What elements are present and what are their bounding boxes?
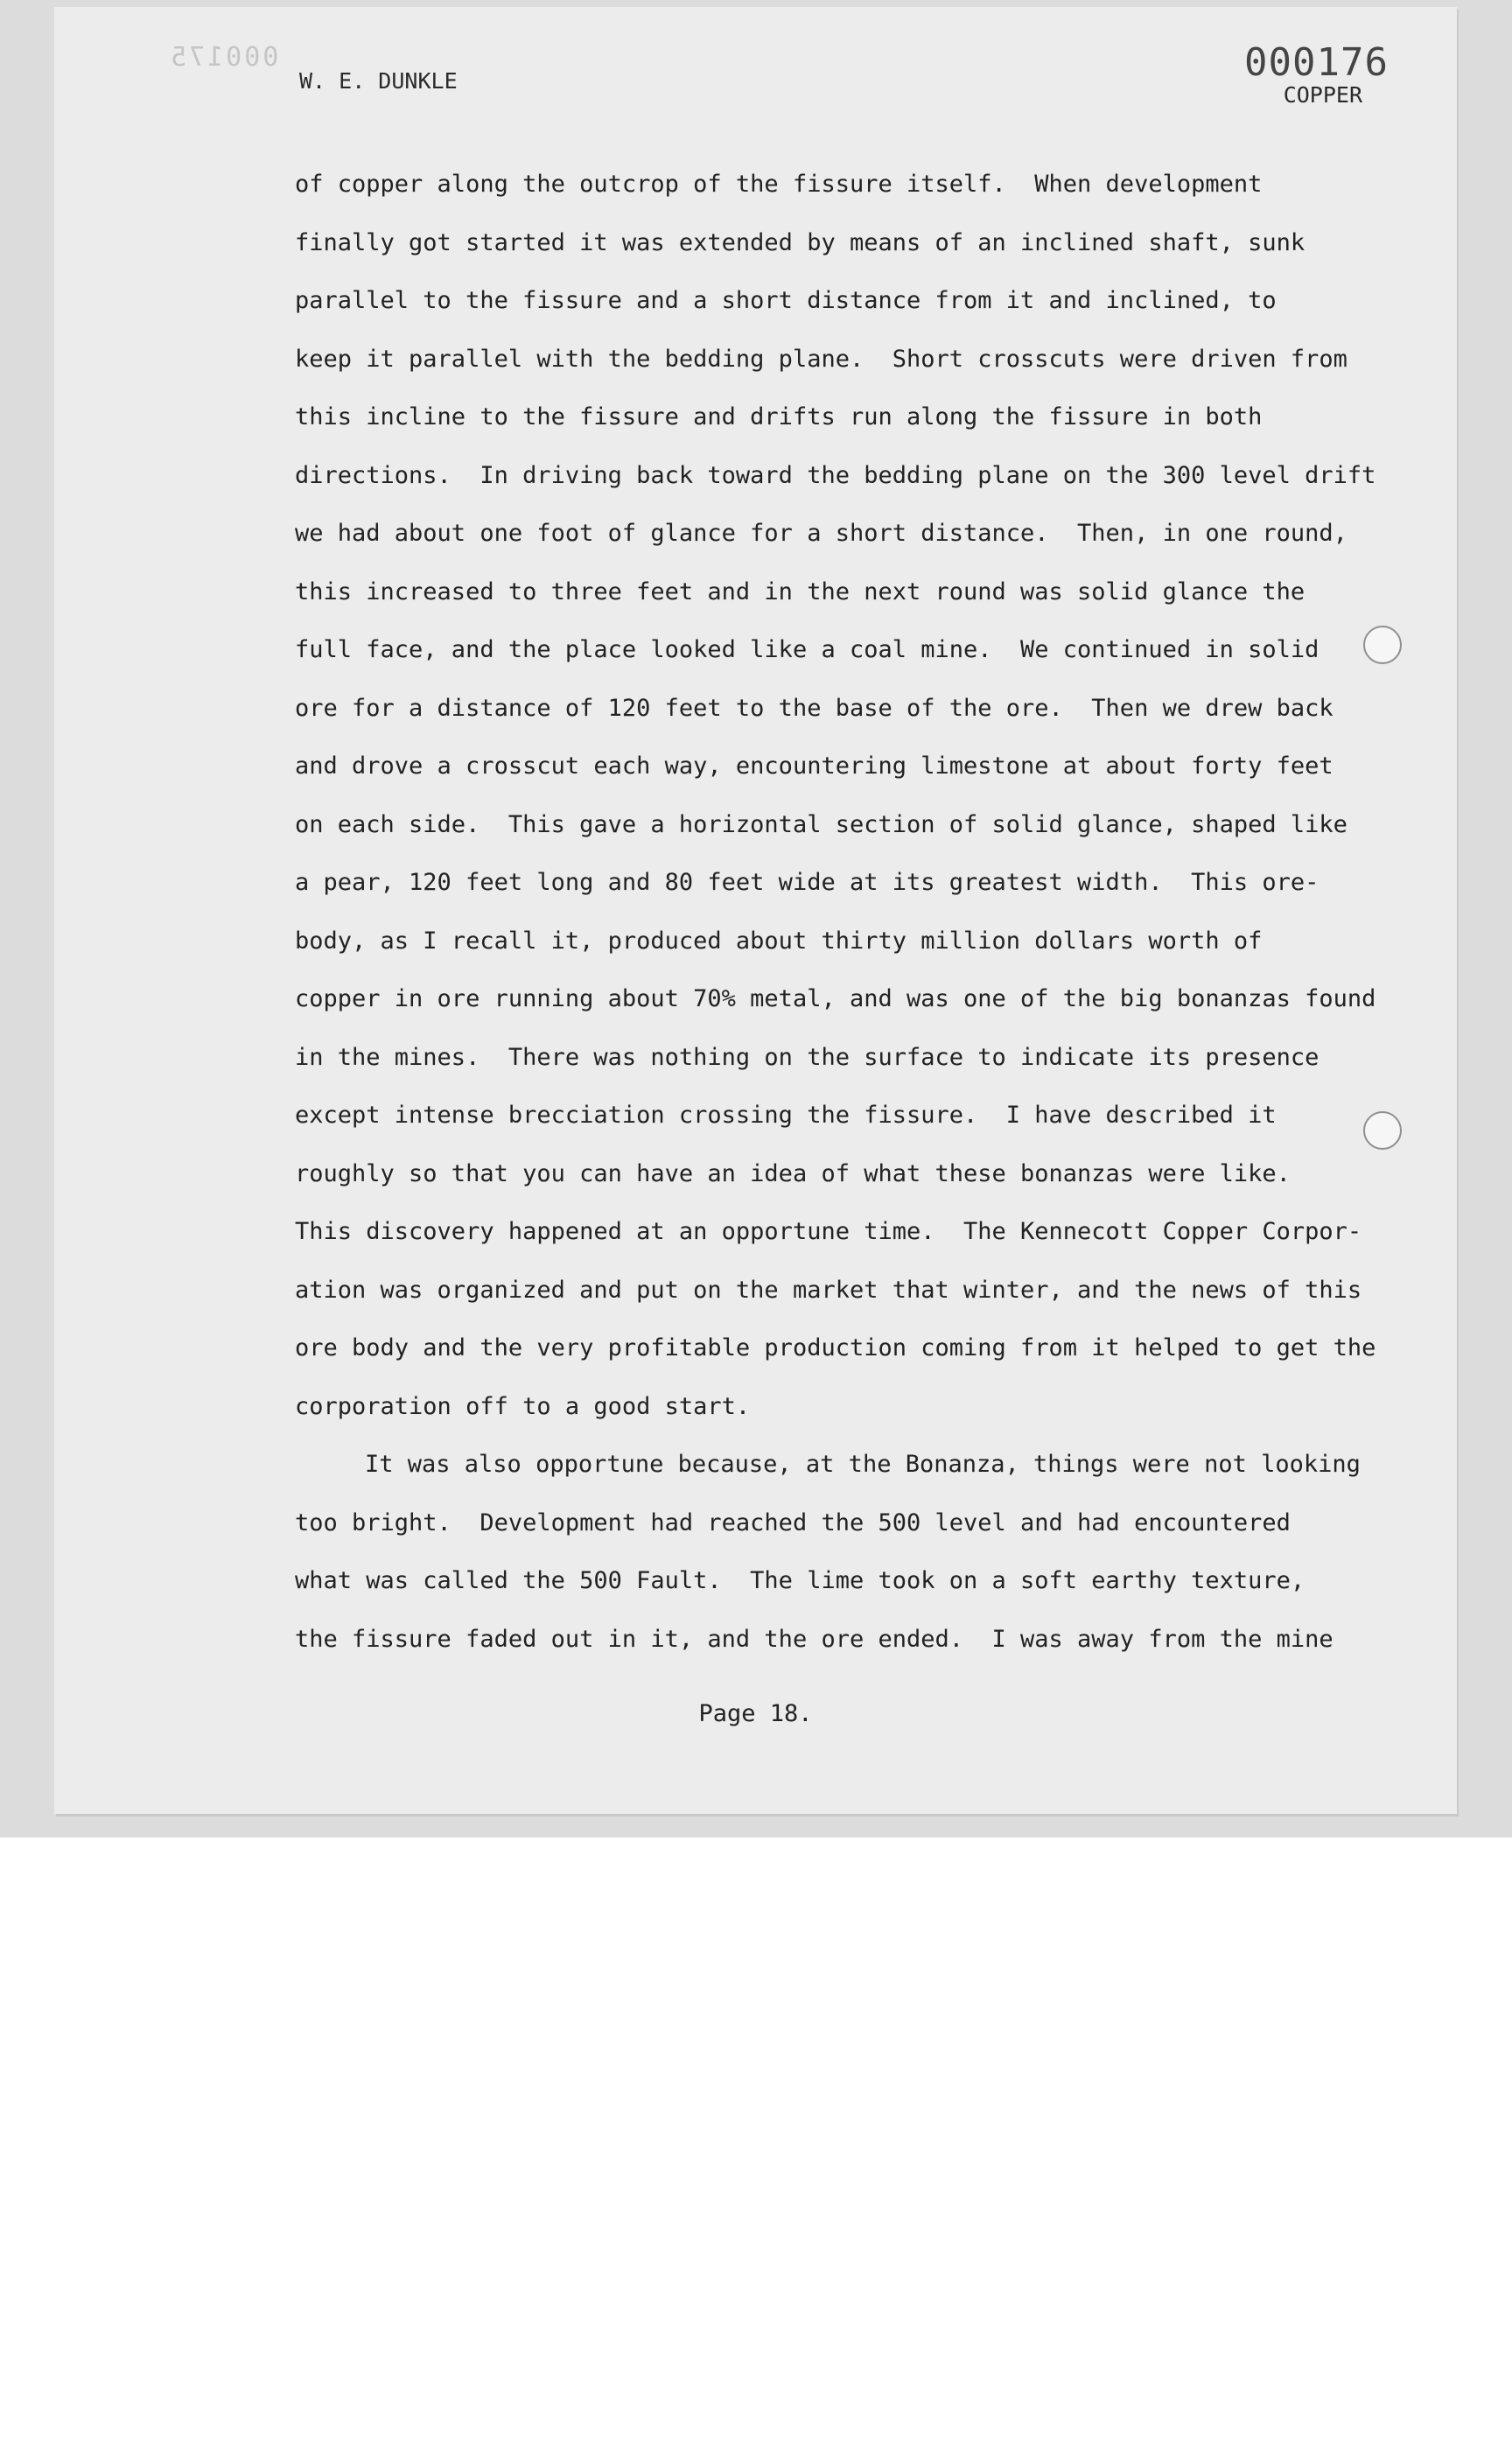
text-line: directions. In driving back toward the bedding plane on the 300 level drift (295, 461, 1376, 489)
text-line: body, as I recall it, produced about thirty million dollars worth of (295, 927, 1263, 955)
text-line: copper in ore running about 70% metal, and was one of the big bonanzas found (295, 985, 1376, 1012)
text-line: corporation off to a good start. (295, 1392, 751, 1420)
text-line: the fissure faded out in it, and the ore ended. I was away from the mine (295, 1625, 1334, 1653)
text-line: ore for a distance of 120 feet to the base of the ore. Then we drew back (295, 694, 1334, 722)
punch-hole (1363, 1111, 1402, 1150)
archive-stamp-number: 000176 (1244, 40, 1389, 85)
text-line: and drove a crosscut each way, encountering limestone at about forty feet (295, 752, 1334, 780)
text-line: parallel to the fissure and a short distance from it and inclined, to (295, 287, 1277, 314)
document-sheet (54, 7, 1457, 1814)
punch-hole (1363, 626, 1402, 664)
text-line: It was also opportune because, at the Bonanza, things were not looking (365, 1451, 1361, 1478)
text-line: too bright. Development had reached the 500 level and had encountered (295, 1508, 1291, 1536)
text-line: ore body and the very profitable production coming from it helped to get the (295, 1334, 1376, 1362)
body-text (295, 156, 1485, 1669)
text-line: this increased to three feet and in the next round was solid glance the (295, 578, 1306, 606)
text-line: This discovery happened at an opportune time. The Kennecott Copper Corpor- (295, 1218, 1362, 1245)
text-line: a pear, 120 feet long and 80 feet wide at its greatest width. This ore- (295, 869, 1320, 896)
text-line: ation was organized and put on the market that winter, and the news of this (295, 1276, 1362, 1304)
author-header: W. E. DUNKLE (299, 68, 458, 94)
text-line: keep it parallel with the bedding plane. Short crosscuts were driven from (295, 345, 1348, 373)
text-line: roughly so that you can have an idea of what these bonanzas were like. (295, 1159, 1291, 1187)
text-line: what was called the 500 Fault. The lime took on a soft earthy texture, (295, 1567, 1306, 1594)
text-line: this incline to the fissure and drifts run along the fissure in both (295, 403, 1263, 430)
subject-header: COPPER (1283, 82, 1362, 108)
text-line: finally got started it was extended by means of an inclined shaft, sunk (295, 228, 1306, 256)
text-line: on each side. This gave a horizontal section of solid glance, shaped like (295, 810, 1348, 838)
page-number: Page 18. (698, 1700, 813, 1727)
bleed-through-number: 000175 (168, 42, 279, 73)
text-line: full face, and the place looked like a coal mine. We continued in solid (295, 636, 1320, 663)
text-line: of copper along the outcrop of the fissure itself. When development (295, 171, 1263, 198)
text-line: we had about one foot of glance for a short distance. Then, in one round, (295, 520, 1348, 547)
text-line: in the mines. There was nothing on the surface to indicate its presence (295, 1043, 1320, 1071)
text-line: except intense brecciation crossing the fissure. I have described it (295, 1102, 1277, 1129)
